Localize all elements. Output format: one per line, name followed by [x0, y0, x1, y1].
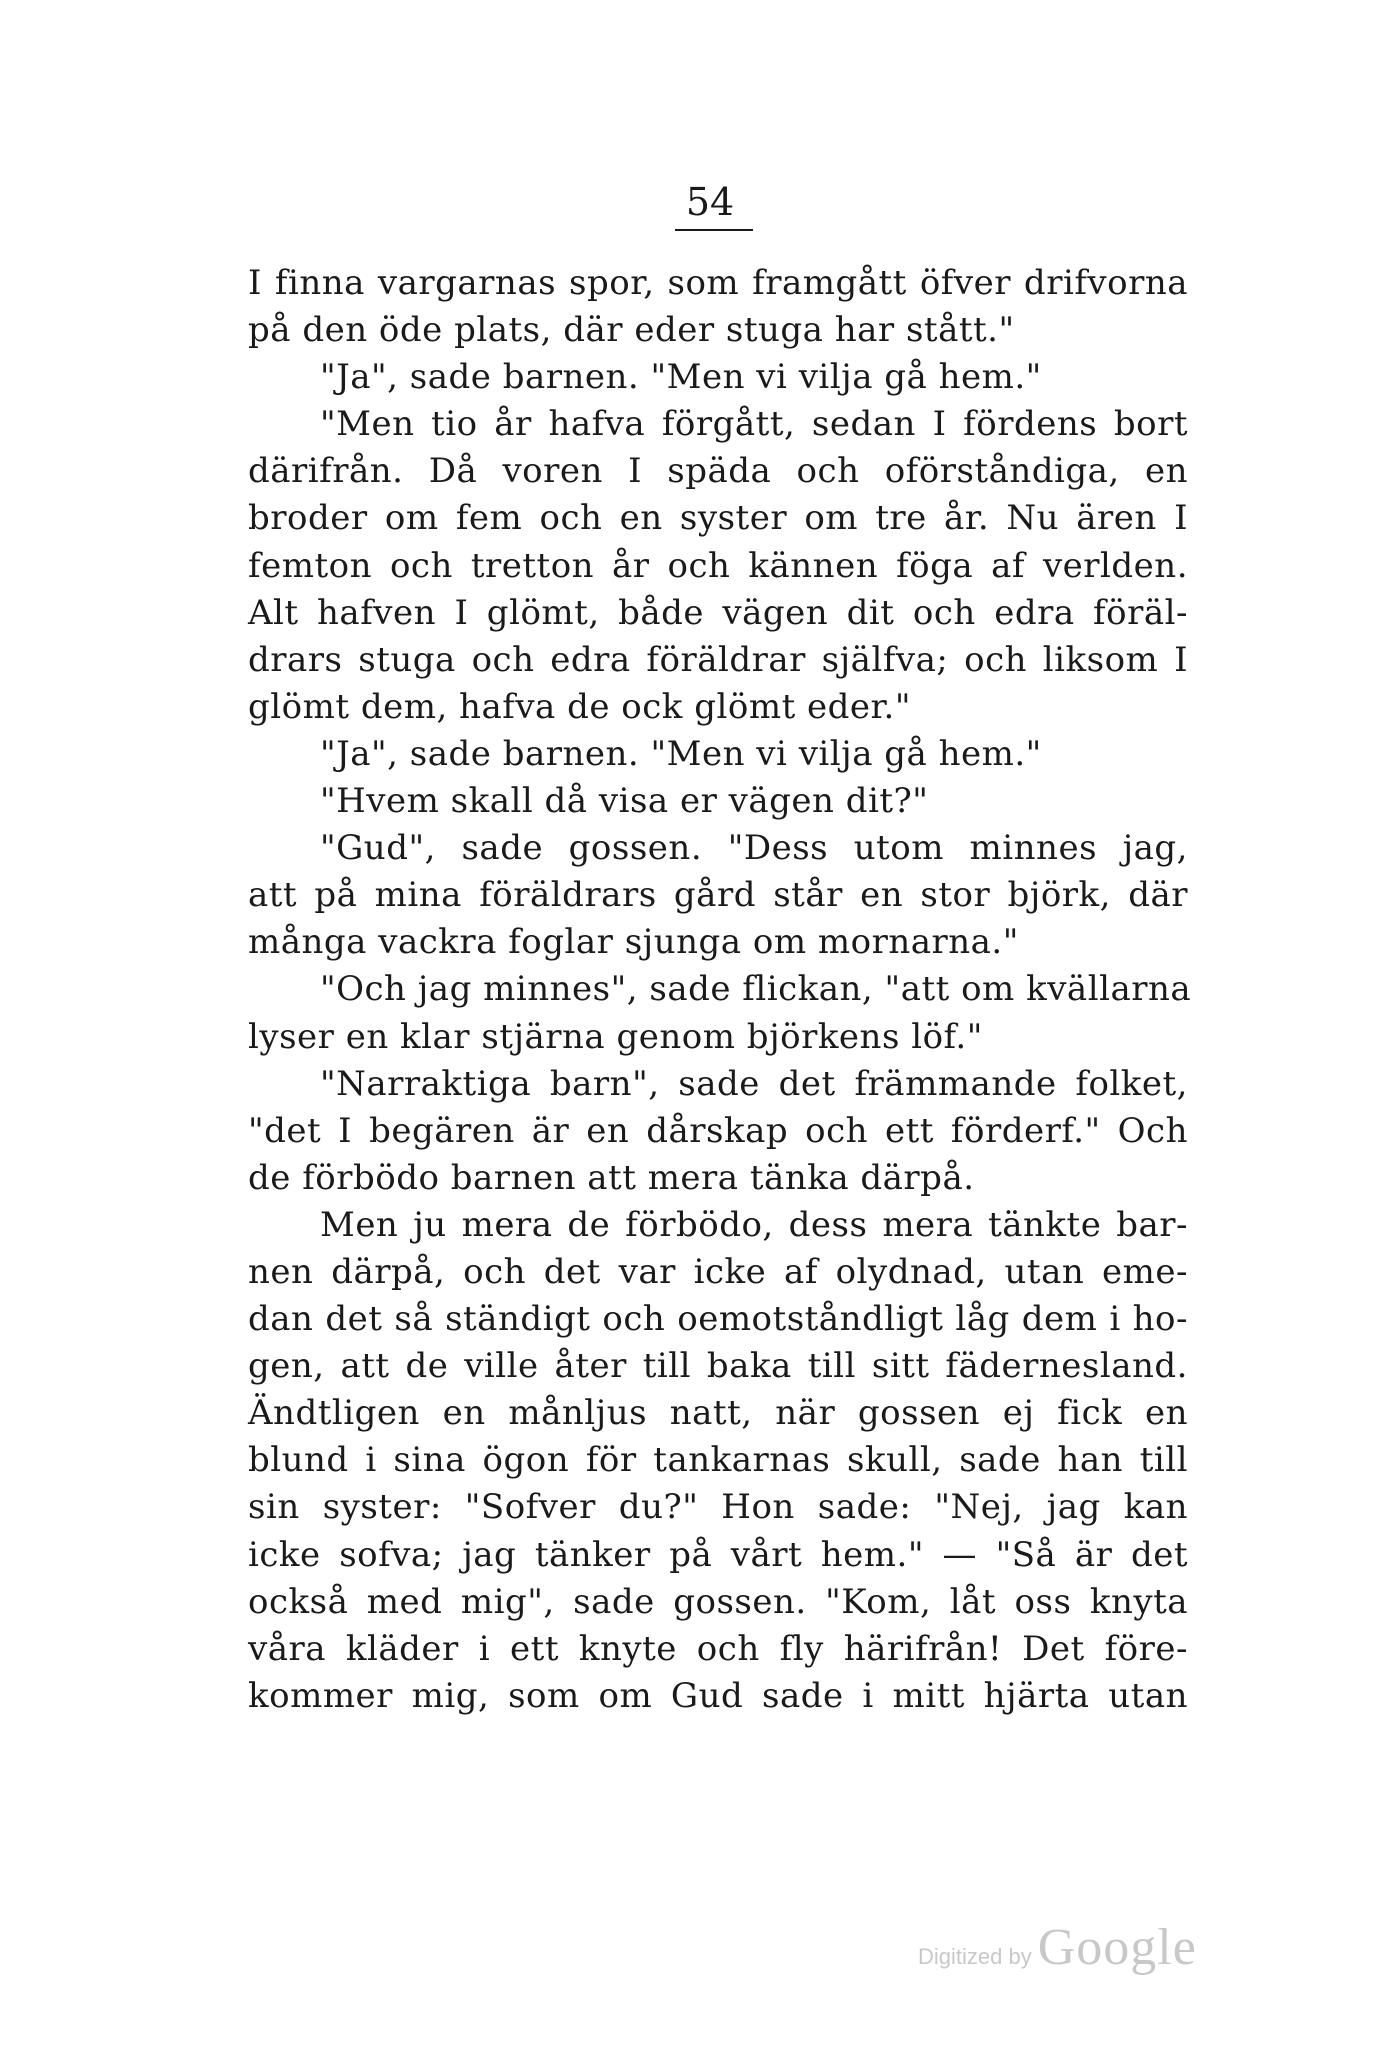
- text-line: "Gud", sade gossen. "Dess utom minnes jag,: [320, 828, 1188, 869]
- text-line: "det I begären är en dårskap och ett förderf." Och: [248, 1110, 1188, 1151]
- digitized-by-watermark: [918, 1918, 1197, 1978]
- text-line: "Ja", sade barnen. "Men vi vilja gå hem.": [320, 733, 1042, 774]
- text-line: "Men tio år hafva förgått, sedan I fördens bort: [320, 404, 1188, 445]
- text-line: gen, att de ville åter till baka till sitt fädernesland.: [248, 1346, 1188, 1387]
- text-line: många vackra foglar sjunga om mornarna.": [248, 922, 1019, 963]
- google-logo: Google: [1037, 1919, 1197, 1976]
- text-line: att på mina föräldrars gård står en stor björk, där: [248, 875, 1188, 916]
- text-line: drars stuga och edra föräldrar själfva; och liksom I: [248, 639, 1188, 680]
- text-line: sin syster: "Sofver du?" Hon sade: "Nej, jag kan: [248, 1487, 1188, 1528]
- watermark-prefix: Digitized by: [918, 1944, 1032, 1969]
- text-line: "Ja", sade barnen. "Men vi vilja gå hem.": [320, 357, 1042, 398]
- text-line: femton och tretton år och kännen föga af verlden.: [248, 545, 1188, 586]
- text-line: våra kläder i ett knyte och fly härifrån! Det före-: [248, 1628, 1188, 1669]
- page-number-rule: [675, 229, 753, 231]
- text-line: Men ju mera de förbödo, dess mera tänkte bar-: [320, 1204, 1188, 1245]
- text-line: "Och jag minnes", sade flickan, "att om kvällarna: [320, 969, 1192, 1010]
- page-number: 54: [685, 180, 735, 224]
- text-line: nen därpå, och det var icke af olydnad, utan eme-: [248, 1251, 1188, 1292]
- text-line: de förbödo barnen att mera tänka därpå.: [248, 1157, 975, 1198]
- text-line: på den öde plats, där eder stuga har stått.": [248, 310, 1015, 351]
- text-line: också med mig", sade gossen. "Kom, låt oss knyta: [248, 1581, 1188, 1622]
- text-line: icke sofva; jag tänker på vårt hem." — "Så är det: [248, 1534, 1188, 1575]
- text-line: Ändtligen en månljus natt, när gossen ej fick en: [248, 1393, 1188, 1434]
- text-line: Alt hafven I glömt, både vägen dit och edra föräl-: [248, 592, 1188, 633]
- text-line: "Narraktiga barn", sade det främmande folket,: [320, 1063, 1188, 1104]
- text-line: blund i sina ögon för tankarnas skull, sade han till: [248, 1440, 1188, 1481]
- text-line: därifrån. Då voren I späda och oförståndiga, en: [248, 451, 1188, 492]
- text-line: dan det så ständigt och oemotståndligt låg dem i ho-: [248, 1299, 1188, 1340]
- text-line: kommer mig, som om Gud sade i mitt hjärta utan: [248, 1675, 1188, 1716]
- text-line: lyser en klar stjärna genom björkens löf.": [248, 1016, 983, 1057]
- text-line: I finna vargarnas spor, som framgått öfver drifvorna: [248, 263, 1188, 303]
- body-text: [248, 260, 1192, 1720]
- text-line: glömt dem, hafva de ock glömt eder.": [248, 686, 912, 727]
- text-line: "Hvem skall då visa er vägen dit?": [320, 781, 929, 822]
- text-line: broder om fem och en syster om tre år. Nu ären I: [248, 498, 1188, 539]
